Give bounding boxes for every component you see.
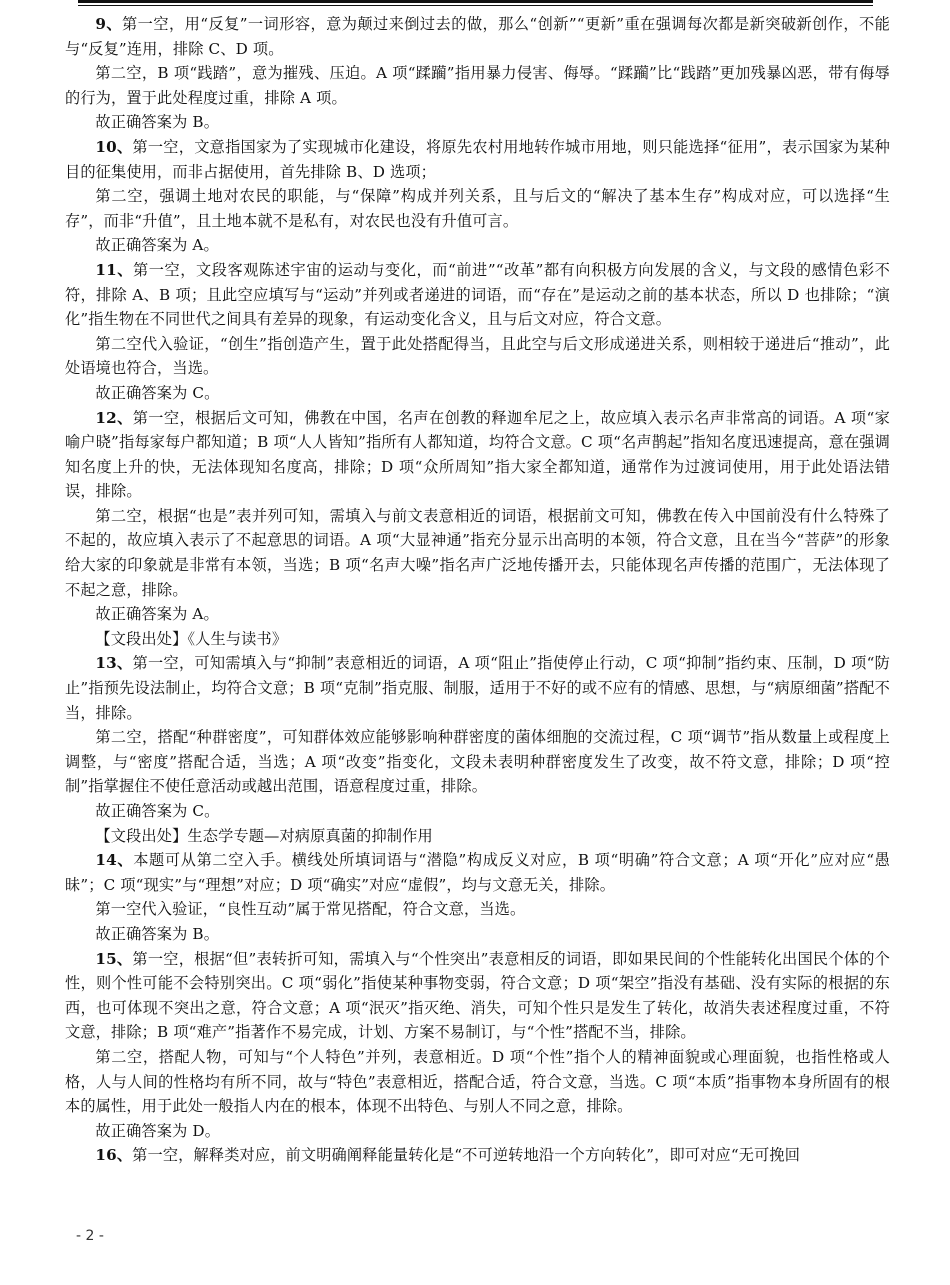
explanation-paragraph [65,1045,890,1119]
document-body [65,12,890,1168]
explanation-paragraph [65,332,890,381]
question-paragraph [65,848,890,897]
source-label: 【文段出处】 [95,629,188,648]
paragraph-text: 本题可从第二空入手。横线处所填词语与“潜隐”构成反义对应，B 项“明确”符合文意；A 项“开化”应对应“愚昧”；C 项“现实”与“理想”对应；D 项“确实”对应“虚假”，均与文意无关，排除。 [65,851,890,894]
question-paragraph [65,1143,890,1168]
source-note [65,627,890,652]
question-number: 13、 [95,654,133,673]
header-rule-thin [78,5,873,6]
explanation-paragraph [65,725,890,799]
paragraph-text: 第二空，强调土地对农民的职能，与“保障”构成并列关系，且与后文的“解决了基本生存”构成对应，可以选择“生存”，而非“升值”，且土地本就不是私有，对农民也没有升值可言。 [65,187,890,230]
explanation-paragraph [65,184,890,233]
explanation-paragraph [65,897,890,922]
explanation-paragraph [65,61,890,110]
explanation-paragraph [65,381,890,406]
question-number: 15、 [95,949,133,968]
header-rule-thick [78,0,873,3]
paragraph-text: 第一空，解释类对应，前文明确阐释能量转化是“不可逆转地沿一个方向转化”，即可对应“无可挽回 [132,1146,801,1165]
question-number: 11、 [95,260,133,279]
paragraph-text: 第二空，B 项“践踏”，意为摧残、压迫。A 项“蹂躏”指用暴力侵害、侮辱。“蹂躏”比“践踏”更加残暴凶恶，带有侮辱的行为，置于此处程度过重，排除 A 项。 [65,64,890,107]
explanation-paragraph [65,922,890,947]
source-text: 《人生与读书》 [187,629,288,648]
paragraph-text: 第一空代入验证，“良性互动”属于常见搭配，符合文意，当选。 [95,900,526,919]
paragraph-text: 第二空代入验证，“创生”指创造产生，置于此处搭配得当，且此空与后文形成递进关系，则相较于递进后“推动”，此处语境也符合，当选。 [65,334,890,378]
paragraph-text: 第二空，搭配“种群密度”，可知群体效应能够影响种群密度的菌体细胞的交流过程，C 项“调节”指从数量上或程度上调整，与“密度”搭配合适，当选；A 项“改变”指变化，文段未表明种群密度发生了改变，故不符文意，排除；D 项“控制”指掌握住不使任意活动或越出范围，语意程度过重，排除。 [65,728,890,796]
question-paragraph [65,651,890,725]
paragraph-text: 第一空，可知需填入与“抑制”表意相近的词语，A 项“阻止”指使停止行动，C 项“抑制”指约束、压制，D 项“防止”指预先设法制止，均符合文意；B 项“克制”指克服、制服，适用于不好的或不应有的情感、思想，与“病原细菌”搭配不当，排除。 [65,654,890,722]
explanation-paragraph [65,799,890,824]
question-number: 9、 [95,15,123,33]
paragraph-text: 第一空，根据“但”表转折可知，需填入与“个性突出”表意相反的词语，即如果民间的个性能转化出国民个体的个性，则个性可能不会特别突出。C 项“弱化”指使某种事物变弱，符合文意；D 项“架空”指没有基础、没有实际的根据的东西，也可体现不突出之意，符合文意；A 项“泯灭”指灭绝、消失，可知个性只是发生了转化，故消失表述程度过重，不符文意，排除；B 项“难产”指著作不易完成，计划、方案不易制订，与“个性”搭配不当，排除。 [65,949,890,1042]
question-number: 12、 [95,408,133,427]
source-note [65,824,890,849]
paragraph-text: 第一空，根据后文可知，佛教在中国，名声在创教的释迦牟尼之上，故应填入表示名声非常高的词语。A 项“家喻户晓”指每家每户都知道；B 项“人人皆知”指所有人都知道，均符合文意。C 项“名声鹊起”指知名度迅速提高，意在强调知名度上升的快，无法体现知名度高，排除；D 项“众所周知”指大家全都知道，通常作为过渡词使用，用于此处语法错误，排除。 [65,408,890,501]
question-paragraph [65,12,890,61]
question-number: 16、 [95,1146,133,1165]
paragraph-text: 第一空，用“反复”一词形容，意为颠过来倒过去的做，那么“创新”“更新”重在强调每次都是新突破新创作，不能与“反复”连用，排除 C、D 项。 [65,15,890,58]
paragraph-text: 故正确答案为 A。 [95,236,219,255]
paragraph-text: 故正确答案为 C。 [95,383,220,402]
paragraph-text: 第一空，文段客观陈述宇宙的运动与变化，而“前进”“改革”都有向积极方向发展的含义，与文段的感情色彩不符，排除 A、B 项；且此空应填写与“运动”并列或者递进的词语，而“存在”是运动之前的基本状态，所以 D 也排除；“演化”指生物在不同世代之间具有差异的现象，有运动变化含义，且与后文对应，符合文意。 [65,260,890,329]
explanation-paragraph [65,504,890,602]
paragraph-text: 故正确答案为 C。 [95,802,220,820]
explanation-paragraph [65,233,890,258]
question-paragraph [65,135,890,184]
paragraph-text: 故正确答案为 A。 [95,605,219,624]
page-number: - 2 - [76,1228,104,1244]
source-label: 【文段出处】 [95,826,188,845]
paragraph-text: 第二空，搭配人物，可知与“个人特色”并列，表意相近。D 项“个性”指个人的精神面貌或心理面貌，也指性格或人格，人与人间的性格均有所不同，故与“特色”表意相近，搭配合适，符合文意，当选。C 项“本质”指事物本身所固有的根本的属性，用于此处一般指人内在的根本，体现不出特色、与别人不同之意，排除。 [65,1047,890,1116]
paragraph-text: 故正确答案为 B。 [95,113,220,132]
question-paragraph [65,947,890,1045]
question-number: 14、 [95,851,134,870]
question-paragraph [65,258,890,332]
paragraph-text: 故正确答案为 D。 [95,1121,221,1140]
explanation-paragraph [65,1119,890,1144]
question-paragraph [65,406,890,504]
source-text: 生态学专题—对病原真菌的抑制作用 [187,826,433,845]
explanation-paragraph [65,110,890,135]
paragraph-text: 第一空，文意指国家为了实现城市化建设，将原先农村用地转作城市用地，则只能选择“征用”，表示国家为某种目的征集使用，而非占据使用，首先排除 B、D 选项； [65,137,890,181]
question-number: 10、 [95,137,133,156]
explanation-paragraph [65,602,890,627]
paragraph-text: 第二空，根据“也是”表并列可知，需填入与前文表意相近的词语，根据前文可知，佛教在传入中国前没有什么特殊了不起的，故应填入表示了不起意思的词语。A 项“大显神通”指充分显示出高明的本领，符合文意，且在当今“菩萨”的形象给大家的印象就是非常有本领，当选；B 项“名声大噪”指名声广泛地传播开去，只能体现名声传播的范围广，无法体现了不起之意，排除。 [65,506,890,599]
paragraph-text: 故正确答案为 B。 [95,924,220,943]
